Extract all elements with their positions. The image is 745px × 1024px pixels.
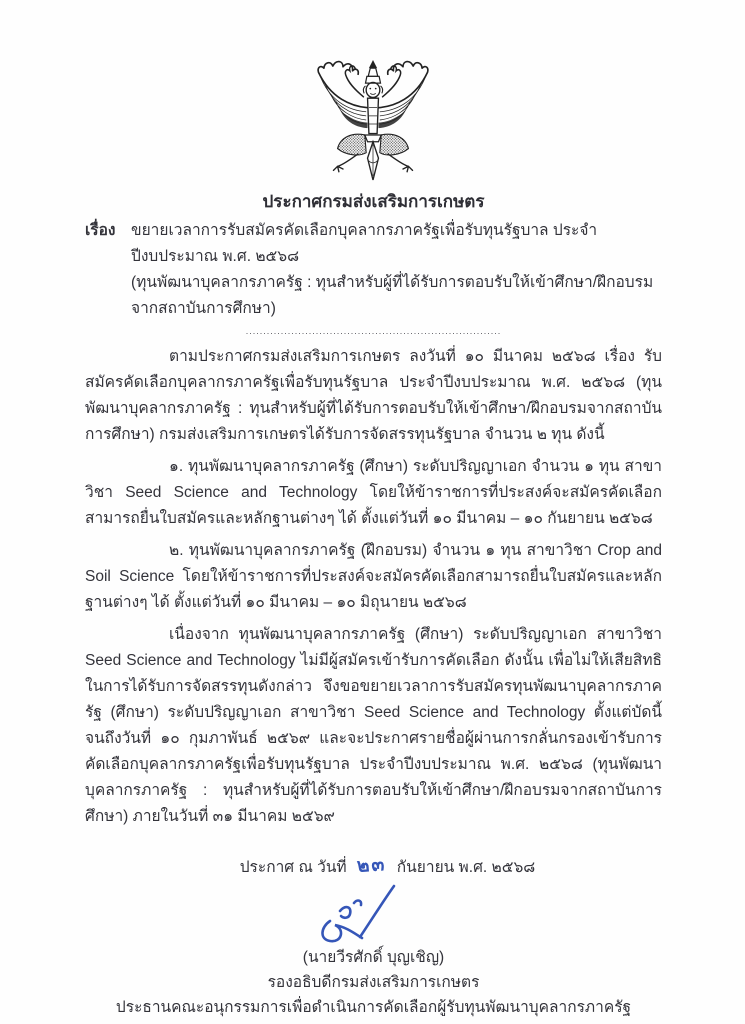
date-prefix: ประกาศ ณ วันที่: [239, 859, 347, 876]
page-title: ประกาศกรมส่งเสริมการเกษตร: [262, 192, 485, 211]
subject-row: [85, 218, 662, 322]
clause-2: ๒. ทุนพัฒนาบุคลากรภาครัฐ (ฝึกอบรม) จำนวน ๑ ทุน สาขาวิชา Crop and Soil Science โดยให้ข้าราชการที่ประสงค์จะสมัครคัดเลือกสามารถยื่นใบสมัครและหลักฐานต่างๆ ได้ ตั้งแต่วันที่ ๑๐ มีนาคม – ๑๐ มิถุนายน ๒๕๖๘: [85, 542, 662, 611]
emblem-container: [0, 58, 745, 186]
closing-block: [85, 854, 662, 1020]
handwritten-day: ๒๓: [356, 853, 388, 878]
signer-block: [85, 945, 662, 1020]
subject-line-1: ขยายเวลาการรับสมัครคัดเลือกบุคลากรภาครัฐเพื่อรับทุนรัฐบาล ประจำปีงบประมาณ พ.ศ. ๒๕๖๘: [131, 222, 598, 265]
subject-text: [131, 218, 662, 322]
announcement-date-line: [99, 854, 676, 881]
document-body: [85, 190, 662, 1020]
dotted-divider: .........................................................................: [245, 326, 502, 336]
signature-container: [69, 883, 646, 945]
date-suffix: กันยายน พ.ศ. ๒๕๖๘: [396, 859, 536, 876]
paragraph-extension: เนื่องจาก ทุนพัฒนาบุคลากรภาครัฐ (ศึกษา) ระดับปริญญาเอก สาขาวิชา Seed Science and Technology ไม่มีผู้สมัครเข้ารับการคัดเลือก ดังนั้น เพื่อไม่ให้เสียสิทธิในการได้รับการจัดสรรทุนดังกล่าว จึงขอขยายเวลาการรับสมัครทุนพัฒนาบุคลากรภาครัฐ (ศึกษา) ระดับปริญญาเอก สาขาวิชา Seed Science and Technology ตั้งแต่บัดนี้ จนถึงวันที่ ๑๐ กุมภาพันธ์ ๒๕๖๙ และจะประกาศรายชื่อผู้ผ่านการกลั่นกรองเข้ารับการคัดเลือกบุคลากรภาครัฐเพื่อรับทุนรัฐบาล ประจำปีงบประมาณ พ.ศ. ๒๕๖๘ (ทุนพัฒนาบุคลากรภาครัฐ : ทุนสำหรับผู้ที่ได้รับการตอบรับให้เข้าศึกษา/ฝึกอบรมจากสถาบันการศึกษา) ภายในวันที่ ๓๑ มีนาคม ๒๕๖๙: [85, 626, 662, 825]
subject-line-2: (ทุนพัฒนาบุคลากรภาครัฐ : ทุนสำหรับผู้ที่ได้รับการตอบรับให้เข้าศึกษา/ฝึกอบรมจากสถาบันการศึกษา): [131, 274, 654, 317]
subject-label: เรื่อง: [85, 222, 116, 239]
clause-1: ๑. ทุนพัฒนาบุคลากรภาครัฐ (ศึกษา) ระดับปริญญาเอก จำนวน ๑ ทุน สาขาวิชา Seed Science and Technology โดยให้ข้าราชการที่ประสงค์จะสมัครคัดเลือกสามารถยื่นใบสมัครและหลักฐานต่างๆ ได้ ตั้งแต่วันที่ ๑๐ มีนาคม – ๑๐ กันยายน ๒๕๖๘: [85, 458, 662, 527]
signer-name: (นายวีรศักดิ์ บุญเชิญ): [302, 949, 445, 966]
garuda-emblem-icon: [298, 58, 448, 186]
paragraph-recital: ตามประกาศกรมส่งเสริมการเกษตร ลงวันที่ ๑๐ มีนาคม ๒๕๖๘ เรื่อง รับสมัครคัดเลือกบุคลากรภาครัฐเพื่อรับทุนรัฐบาล ประจำปีงบประมาณ พ.ศ. ๒๕๖๘ (ทุนพัฒนาบุคลากรภาครัฐ : ทุนสำหรับผู้ที่ได้รับการตอบรับให้เข้าศึกษา/ฝึกอบรมจากสถาบันการศึกษา) กรมส่งเสริมการเกษตรได้รับการจัดสรรทุนรัฐบาล จำนวน ๒ ทุน ดังนี้: [85, 348, 662, 443]
signer-title-position: รองอธิบดีกรมส่งเสริมการเกษตร: [267, 974, 480, 991]
signer-title-committee: ประธานคณะอนุกรรมการเพื่อดำเนินการคัดเลือกผู้รับทุนพัฒนาบุคลากรภาครัฐ: [115, 999, 632, 1016]
signature-icon: [310, 883, 406, 945]
